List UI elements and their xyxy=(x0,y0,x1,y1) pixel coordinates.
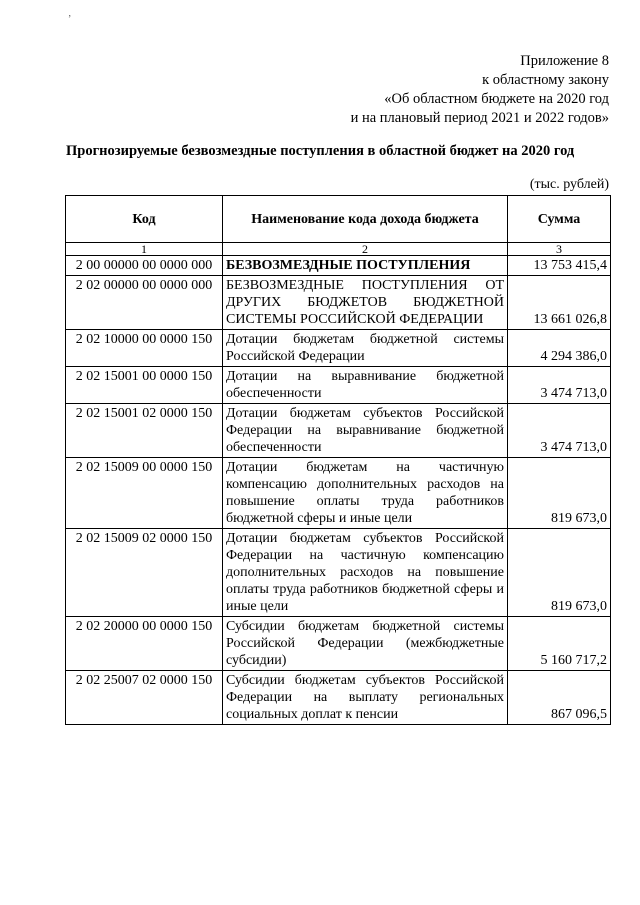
row-name: Субсидии бюджетам субъектов Российской Федерации на выплату региональных социальных доплат к пенсии xyxy=(223,671,508,725)
appendix-line-1: Приложение 8 xyxy=(520,53,609,69)
row-sum: 867 096,5 xyxy=(508,671,611,725)
column-header-code: Код xyxy=(66,196,223,243)
row-sum: 3 474 713,0 xyxy=(508,367,611,404)
row-code: 2 02 25007 02 0000 150 xyxy=(66,671,223,725)
scan-mark: ʼ xyxy=(68,14,72,25)
table-row xyxy=(66,529,611,617)
table-row xyxy=(66,617,611,671)
row-sum: 13 661 026,8 xyxy=(508,276,611,330)
row-code: 2 02 15009 00 0000 150 xyxy=(66,458,223,529)
row-name: БЕЗВОЗМЕЗДНЫЕ ПОСТУПЛЕНИЯ ОТ ДРУГИХ БЮДЖЕТОВ БЮДЖЕТНОЙ СИСТЕМЫ РОССИЙСКОЙ ФЕДЕРАЦИИ xyxy=(223,276,508,330)
table-row xyxy=(66,367,611,404)
column-number: 1 xyxy=(66,243,223,256)
column-header-name: Наименование кода дохода бюджета xyxy=(223,196,508,243)
row-sum: 819 673,0 xyxy=(508,458,611,529)
row-code: 2 02 15009 02 0000 150 xyxy=(66,529,223,617)
row-name: Дотации бюджетам на частичную компенсацию дополнительных расходов на повышение оплаты труда работников бюджетной сферы и иные цели xyxy=(223,458,508,529)
row-sum: 13 753 415,4 xyxy=(508,256,611,276)
row-code: 2 02 15001 00 0000 150 xyxy=(66,367,223,404)
table-row xyxy=(66,330,611,367)
row-code: 2 02 00000 00 0000 000 xyxy=(66,276,223,330)
row-name: Дотации на выравнивание бюджетной обеспеченности xyxy=(223,367,508,404)
row-name: Дотации бюджетам бюджетной системы Российской Федерации xyxy=(223,330,508,367)
row-name: Субсидии бюджетам бюджетной системы Российской Федерации (межбюджетные субсидии) xyxy=(223,617,508,671)
row-name: Дотации бюджетам субъектов Российской Федерации на выравнивание бюджетной обеспеченности xyxy=(223,404,508,458)
row-sum: 4 294 386,0 xyxy=(508,330,611,367)
column-number: 2 xyxy=(223,243,508,256)
document-title: Прогнозируемые безвозмездные поступления в областной бюджет на 2020 год xyxy=(66,143,575,159)
appendix-line-2: к областному закону xyxy=(482,72,609,88)
row-name: БЕЗВОЗМЕЗДНЫЕ ПОСТУПЛЕНИЯ xyxy=(223,256,508,276)
row-code: 2 02 15001 02 0000 150 xyxy=(66,404,223,458)
table-row xyxy=(66,671,611,725)
table-row xyxy=(66,276,611,330)
row-code: 2 02 20000 00 0000 150 xyxy=(66,617,223,671)
row-sum: 5 160 717,2 xyxy=(508,617,611,671)
revenue-table xyxy=(65,195,611,725)
appendix-header xyxy=(351,52,609,128)
column-header-sum: Сумма xyxy=(508,196,611,243)
row-sum: 3 474 713,0 xyxy=(508,404,611,458)
appendix-line-4: и на плановый период 2021 и 2022 годов» xyxy=(350,110,609,126)
table-row xyxy=(66,256,611,276)
column-number-row xyxy=(66,243,611,256)
table-header-row xyxy=(66,196,611,243)
units-label: (тыс. рублей) xyxy=(529,177,609,192)
table-row xyxy=(66,404,611,458)
row-sum: 819 673,0 xyxy=(508,529,611,617)
row-code: 2 02 10000 00 0000 150 xyxy=(66,330,223,367)
table-row xyxy=(66,458,611,529)
column-number: 3 xyxy=(508,243,611,256)
row-code: 2 00 00000 00 0000 000 xyxy=(66,256,223,276)
appendix-line-3: «Об областном бюджете на 2020 год xyxy=(384,91,609,107)
row-name: Дотации бюджетам субъектов Российской Федерации на частичную компенсацию дополнительных расходов на повышение оплаты труда работников бюджетной сферы и иные цели xyxy=(223,529,508,617)
